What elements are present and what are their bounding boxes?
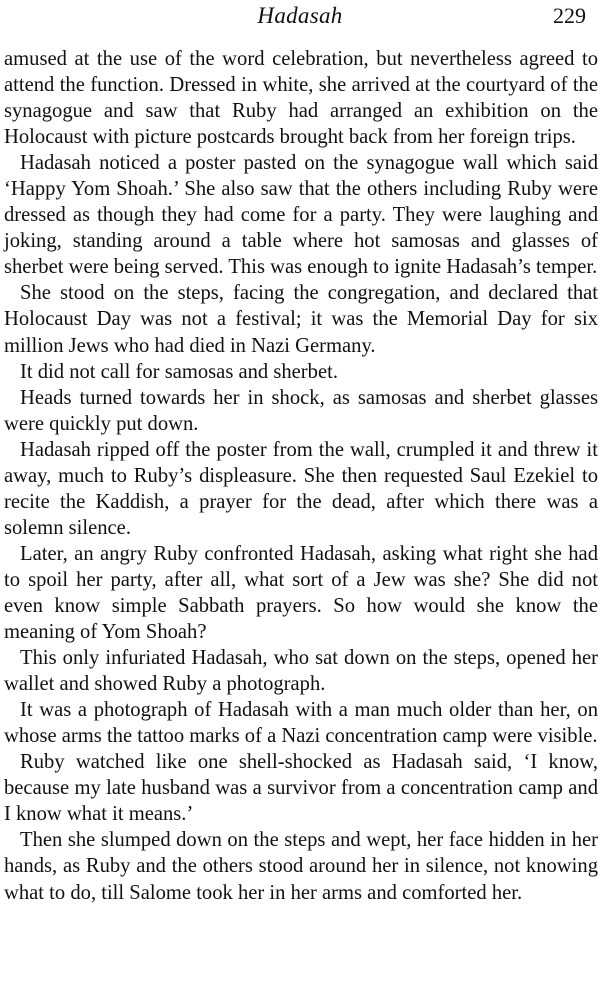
- paragraph-3: She stood on the steps, facing the congregation, and declared that Holocaust Day was not a festival; it was the Memorial Day for six million Jews who had died in Nazi Germany.: [4, 282, 598, 357]
- paragraph-4: It did not call for samosas and sherbet.: [20, 360, 338, 383]
- chapter-title: Hadasah: [257, 3, 343, 28]
- paragraph-10: Ruby watched like one shell-shocked as Hadasah said, ‘I know, because my late husband was a survivor from a concentration camp and I know what it means.’: [4, 751, 598, 826]
- body-text: [4, 46, 598, 906]
- paragraph-1: amused at the use of the word celebration, but nevertheless agreed to attend the function. Dressed in white, she arrived at the courtyard of the synagogue and saw that Ruby had arranged an exhibition on the Holocaust with picture postcards brought back from her foreign trips.: [4, 48, 598, 149]
- paragraph-2: Hadasah noticed a poster pasted on the synagogue wall which said ‘Happy Yom Shoah.’ She also saw that the others including Ruby were dressed as though they had come for a party. They were laughing and joking, standing around a table where hot samosas and glasses of sherbet were being served. This was enough to ignite Hadasah’s temper.: [4, 152, 598, 279]
- paragraph-9: It was a photograph of Hadasah with a man much older than her, on whose arms the tattoo marks of a Nazi concentration camp were visible.: [4, 699, 598, 748]
- paragraph-5: Heads turned towards her in shock, as samosas and sherbet glasses were quickly put down.: [4, 386, 598, 435]
- page-number: 229: [553, 3, 586, 28]
- running-head: [0, 0, 600, 36]
- paragraph-7: Later, an angry Ruby confronted Hadasah, asking what right she had to spoil her party, after all, what sort of a Jew was she? She did not even know simple Sabbath prayers. So how would she know the meaning of Yom Shoah?: [4, 542, 598, 644]
- paragraph-6: Hadasah ripped off the poster from the wall, crumpled it and threw it away, much to Ruby’s displeasure. She then requested Saul Ezekiel to recite the Kaddish, a prayer for the dead, after which there was a solemn silence.: [4, 438, 598, 539]
- paragraph-11: Then she slumped down on the steps and wept, her face hidden in her hands, as Ruby and the others stood around her in silence, not knowing what to do, till Salome took her in her arms and comforted her.: [4, 829, 598, 904]
- paragraph-8: This only infuriated Hadasah, who sat down on the steps, opened her wallet and showed Ruby a photograph.: [4, 647, 598, 696]
